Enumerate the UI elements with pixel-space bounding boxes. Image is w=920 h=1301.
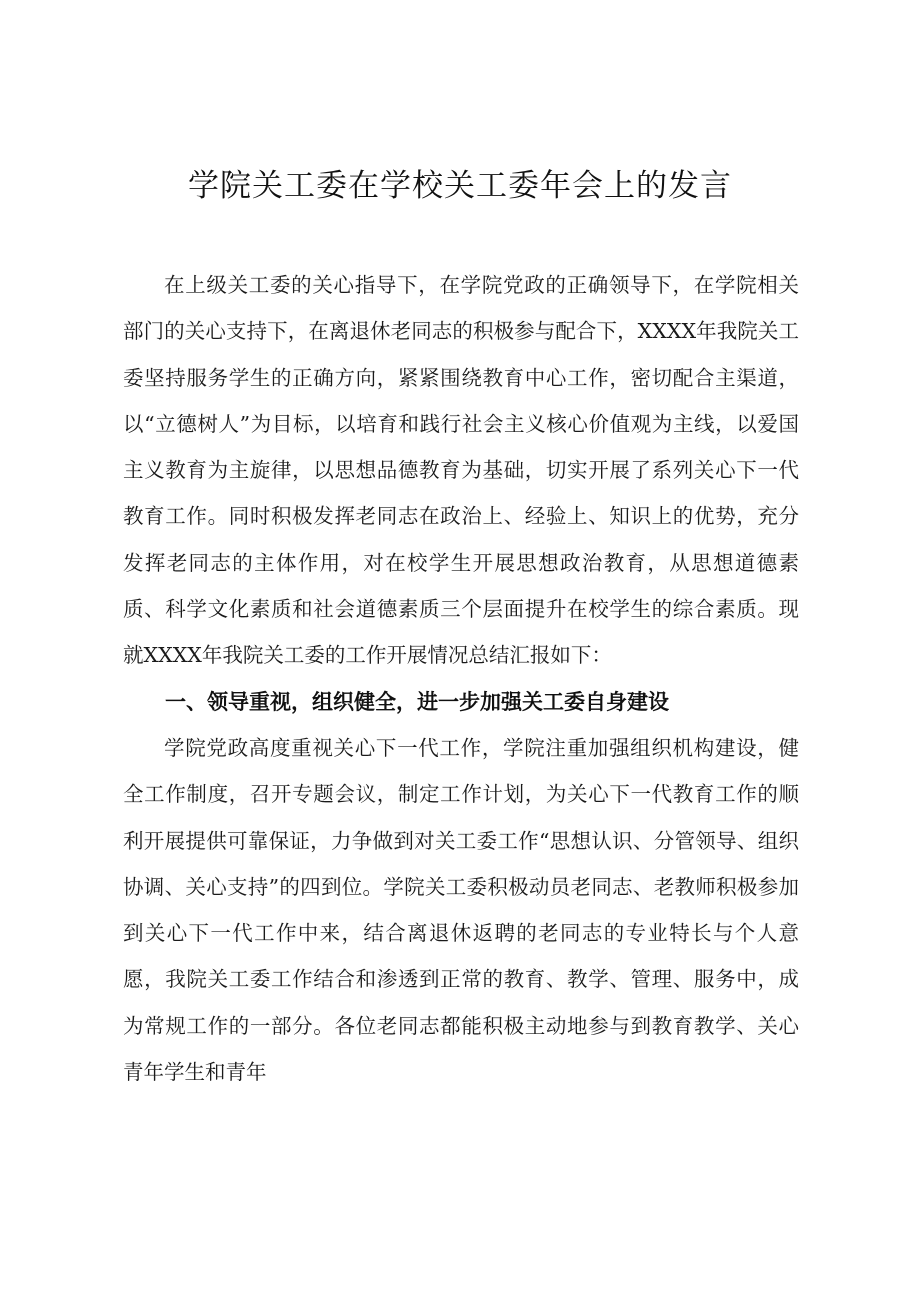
document-title: 学院关工委在学校关工委年会上的发言: [188, 168, 732, 204]
section-1-paragraph: 学院党政高度重视关心下一代工作，学院注重加强组织机构建设，健全工作制度，召开专题会议，制定工作计划，为关心下一代教育工作的顺利开展提供可靠保证，力争做到对关工委工作“思想认识、分管领导、组织协调、关心支持”的四到位。学院关工委积极动员老同志、老教师积极参加到关心下一代工作中来，结合离退休返聘的老同志的专业特长与个人意愿，我院关工委工作结合和渗透到正常的教育、教学、管理、服务中，成为常规工作的一部分。各位老同志都能积极主动地参与到教育教学、关心青年学生和青年: [123, 735, 799, 1085]
document-body: [123, 262, 799, 1095]
section-heading-1: 一、领导重视，组织健全，进一步加强关工委自身建设: [165, 689, 669, 714]
intro-paragraph: 在上级关工委的关心指导下，在学院党政的正确领导下，在学院相关部门的关心支持下，在离退休老同志的积极参与配合下，XXXX年我院关工委坚持服务学生的正确方向，紧紧围绕教育中心工作，密切配合主渠道，以“立德树人”为目标，以培育和践行社会主义核心价值观为主线，以爱国主义教育为主旋律，以思想品德教育为基础，切实开展了系列关心下一代教育工作。同时积极发挥老同志在政治上、经验上、知识上的优势，充分发挥老同志的主体作用，对在校学生开展思想政治教育，从思想道德素质、科学文化素质和社会道德素质三个层面提升在校学生的综合素质。现就XXXX年我院关工委的工作开展情况总结汇报如下：: [123, 273, 799, 668]
